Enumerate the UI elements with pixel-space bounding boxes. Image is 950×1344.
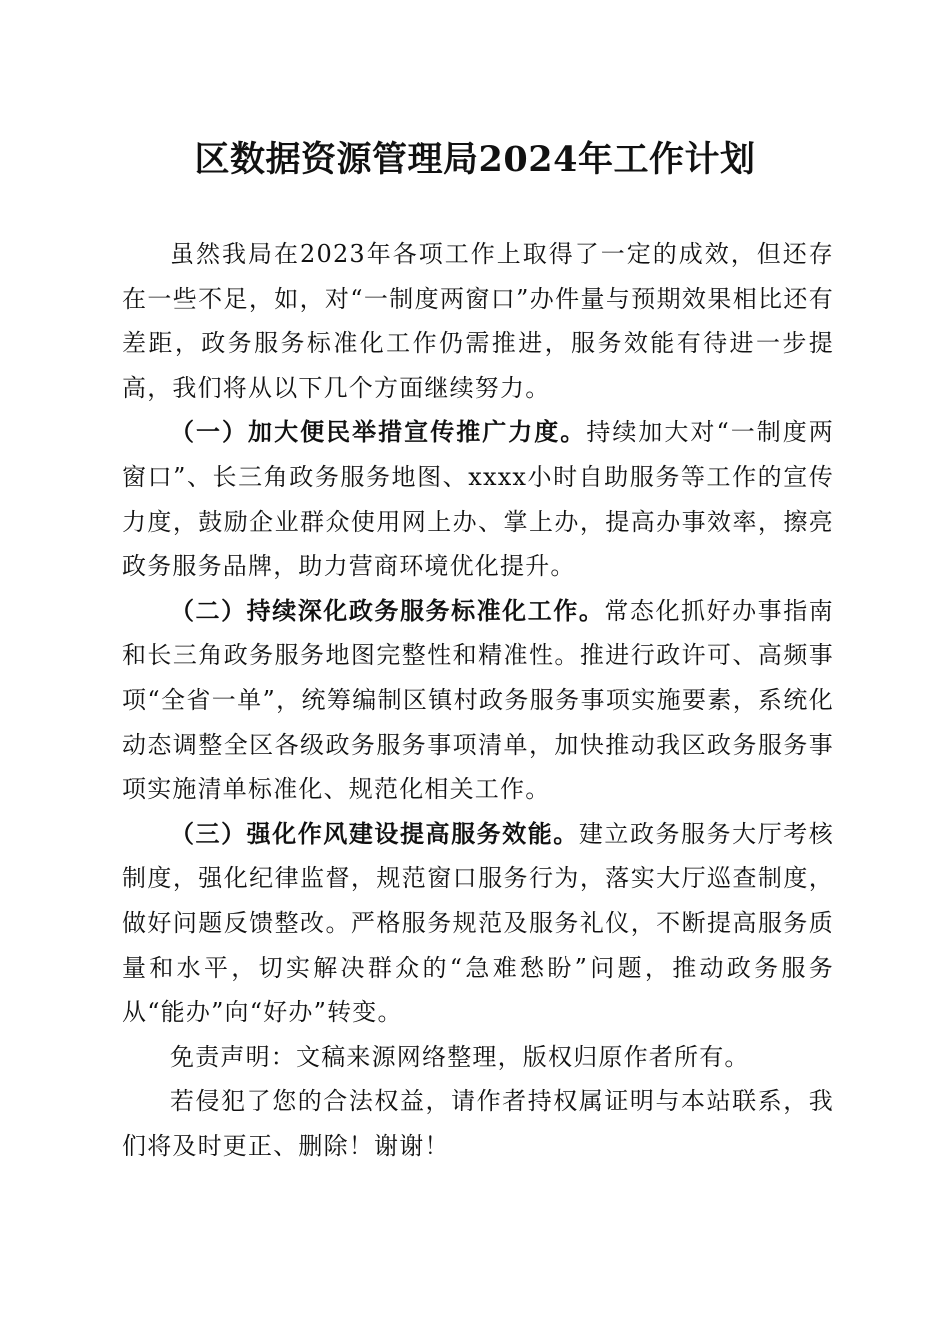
section-1-heading: （一）加大便民举措宣传推广力度。: [170, 417, 587, 447]
section-3-text: 建立政务服务大厅考核制度，强化纪律监督，规范窗口服务行为，落实大厅巡查制度，做好问题反馈整改。严格服务规范及服务礼仪，不断提高服务质量和水平，切实解决群众的“急难愁盼”问题，推动政务服务从“能办”向“好办”转变。: [122, 819, 835, 1027]
section-3-heading: （三）强化作风建设提高服务效能。: [170, 818, 579, 848]
document-body: [122, 232, 834, 1168]
document-title: 区数据资源管理局2024年工作计划: [194, 139, 756, 180]
section-2-text: 常态化抓好办事指南和长三角政务服务地图完整性和精准性。推进行政许可、高频事项“全省一单”，统筹编制区镇村政务服务事项实施要素，系统化动态调整全区各级政务服务事项清单，加快推动我区政务服务事项实施清单标准化、规范化相关工作。: [122, 596, 834, 804]
contact-paragraph: 若侵犯了您的合法权益，请作者持权属证明与本站联系，我们将及时更正、删除！谢谢！: [122, 1087, 834, 1160]
section-1-paragraph: [122, 410, 834, 588]
intro-paragraph: 虽然我局在2023年各项工作上取得了一定的成效，但还存在一些不足，如，对“一制度两窗口”办件量与预期效果相比还有差距，政务服务标准化工作仍需推进，服务效能有待进一步提高，我们将从以下几个方面继续努力。: [122, 240, 834, 402]
disclaimer-paragraph: 免责声明：文稿来源网络整理，版权归原作者所有。: [170, 1042, 750, 1071]
section-2-heading: （二）持续深化政务服务标准化工作。: [170, 595, 605, 625]
section-1-text: 持续加大对“一制度两窗口”、长三角政务服务地图、xxxx小时自助服务等工作的宣传力度，鼓励企业群众使用网上办、掌上办，提高办事效率，擦亮政务服务品牌，助力营商环境优化提升。: [122, 418, 834, 581]
section-2-paragraph: [122, 589, 834, 812]
section-3-paragraph: [122, 812, 834, 1035]
